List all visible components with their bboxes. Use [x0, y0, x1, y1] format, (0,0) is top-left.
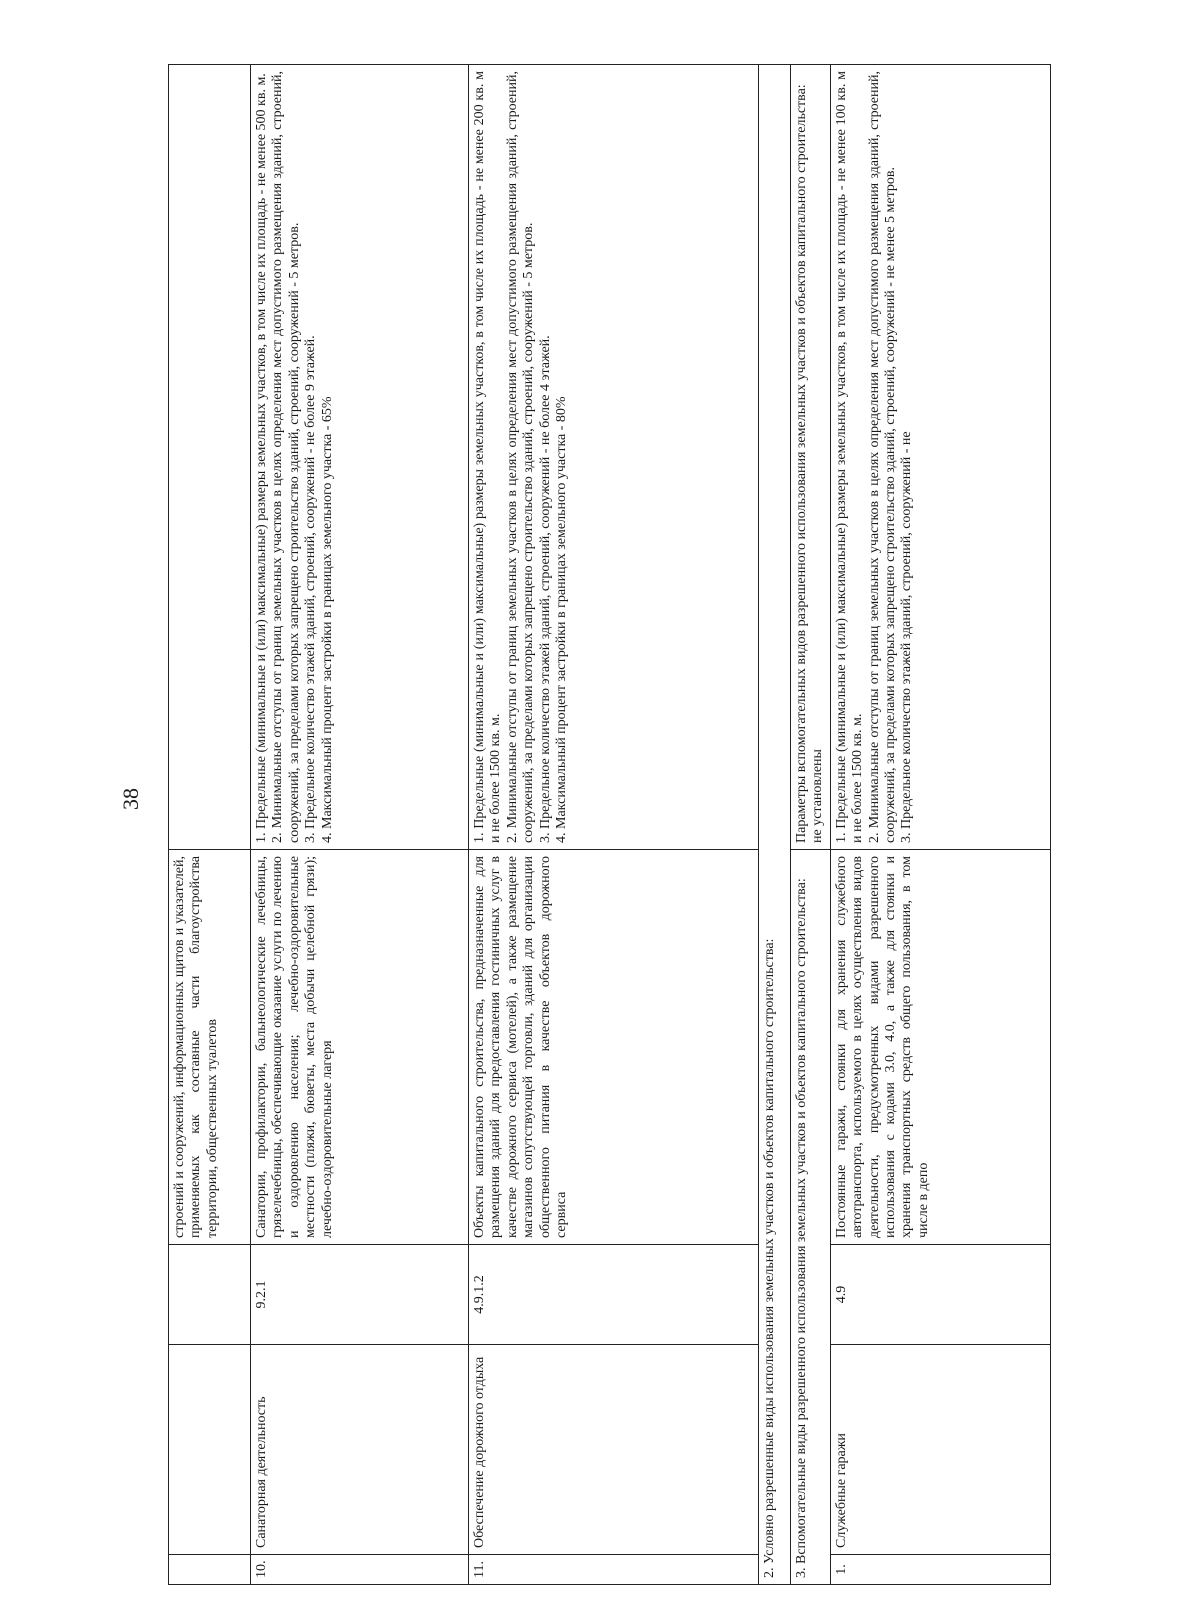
cell-code — [169, 1245, 251, 1345]
rotated-document-table — [168, 65, 1073, 1585]
zoning-table — [168, 64, 1051, 1585]
param-line: 3. Предельное количество этажей зданий, строений, сооружений - не более 9 этажей. — [303, 335, 319, 843]
row-name: Обеспечение дорожного отдыха — [469, 1345, 759, 1555]
table-row — [169, 65, 251, 1585]
row-params — [251, 65, 469, 850]
table-row — [469, 65, 759, 1585]
row-code: 4.9 — [830, 1245, 1050, 1345]
table-row — [251, 65, 469, 1585]
param-line: 4. Максимальный процент застройки в границах земельного участка - 80% — [553, 396, 569, 843]
page-number: 38 — [118, 788, 143, 810]
section-title: 3. Вспомогательные виды разрешенного использования земельных участков и объектов капитального строительства: — [791, 850, 831, 1585]
param-line: 2. Минимальные отступы от границ земельных участков в целях определения мест допустимого размещения зданий, строений, сооружений, за пределами которых запрещено строительство зданий, строений, сооружений - не менее 5 метров. — [866, 71, 898, 843]
row-code: 4.9.1.2 — [469, 1245, 759, 1345]
cell-params — [169, 65, 251, 850]
row-name: Санаторная деятельность — [251, 1345, 469, 1555]
row-number: 1. — [830, 1555, 1050, 1585]
row-description: Санатории, профилактории, бальнеологические лечебницы, грязелечебницы, обеспечивающие оказание услуги по лечению и оздоровлению населения; лечебно-оздоровительные местности (пляжи, бюветы, места добычи целебной грязи); лечебно-оздоровительные лагеря — [251, 850, 469, 1245]
section-row — [759, 65, 791, 1585]
param-line: 2. Минимальные отступы от границ земельных участков в целях определения мест допустимого размещения зданий, строений, сооружений, за пределами которых запрещено строительство зданий, строений, сооружений - 5 метров. — [504, 71, 537, 843]
param-line: 4. Максимальный процент застройки в границах земельного участка - 65% — [319, 396, 335, 843]
cell-num — [169, 1555, 251, 1585]
cell-name — [169, 1345, 251, 1555]
row-number: 11. — [469, 1555, 759, 1585]
row-name: Служебные гаражи — [830, 1345, 1050, 1555]
param-line: 2. Минимальные отступы от границ земельных участков в целях определения мест допустимого размещения зданий, строений, сооружений, за пределами которых запрещено строительство зданий, строений, сооружений - 5 метров. — [270, 71, 302, 843]
row-params — [830, 65, 1050, 850]
section-title: 2. Условно разрешенные виды использования земельных участков и объектов капитального строительства: — [759, 65, 791, 1585]
param-line: 3. Предельное количество этажей зданий, строений, сооружений - не — [899, 431, 915, 843]
cell-description: строений и сооружений, информационных щитов и указателей, применяемых как составные части благоустройства территории, общественных туалетов — [169, 850, 251, 1245]
row-params — [469, 65, 759, 850]
param-line: 1. Предельные (минимальные и (или) максимальные) размеры земельных участков, в том числе их площадь - не менее 500 кв. м. — [254, 73, 269, 843]
row-description: Постоянные гаражи, стоянки для хранения служебного автотранспорта, используемого в целях осуществления видов деятельности, предусмотренных видами разрешенного использования с кодами 3.0, 4.0, а также для стоянки и хранения транспортных средств общего пользования, в том числе в депо — [830, 850, 1050, 1245]
row-number: 10. — [251, 1555, 469, 1585]
param-line: 1. Предельные (минимальные и (или) максимальные) размеры земельных участков, в том числе их площадь - не менее 100 кв. м и не более 1500 кв. м. — [833, 71, 866, 843]
section-params: Параметры вспомогательных видов разрешенного использования земельных участков и объектов капитального строительства: не установлены — [791, 65, 831, 850]
row-description: Объекты капитального строительства, предназначенные для размещения зданий для предоставления гостиничных услуг в качестве дорожного сервиса (мотелей), а также размещение магазинов сопутствующей торговли, зданий для организации общественного питания в качестве объектов дорожного сервиса — [469, 850, 759, 1245]
row-code: 9.2.1 — [251, 1245, 469, 1345]
param-line: 1. Предельные (минимальные и (или) максимальные) размеры земельных участков, в том числе их площадь - не менее 200 кв. м и не более 1500 кв. м. — [472, 71, 504, 843]
section-row — [791, 65, 831, 1585]
table-row — [830, 65, 1050, 1585]
param-line: 3. Предельное количество этажей зданий, строений, сооружений - не более 4 этажей. — [537, 335, 553, 843]
